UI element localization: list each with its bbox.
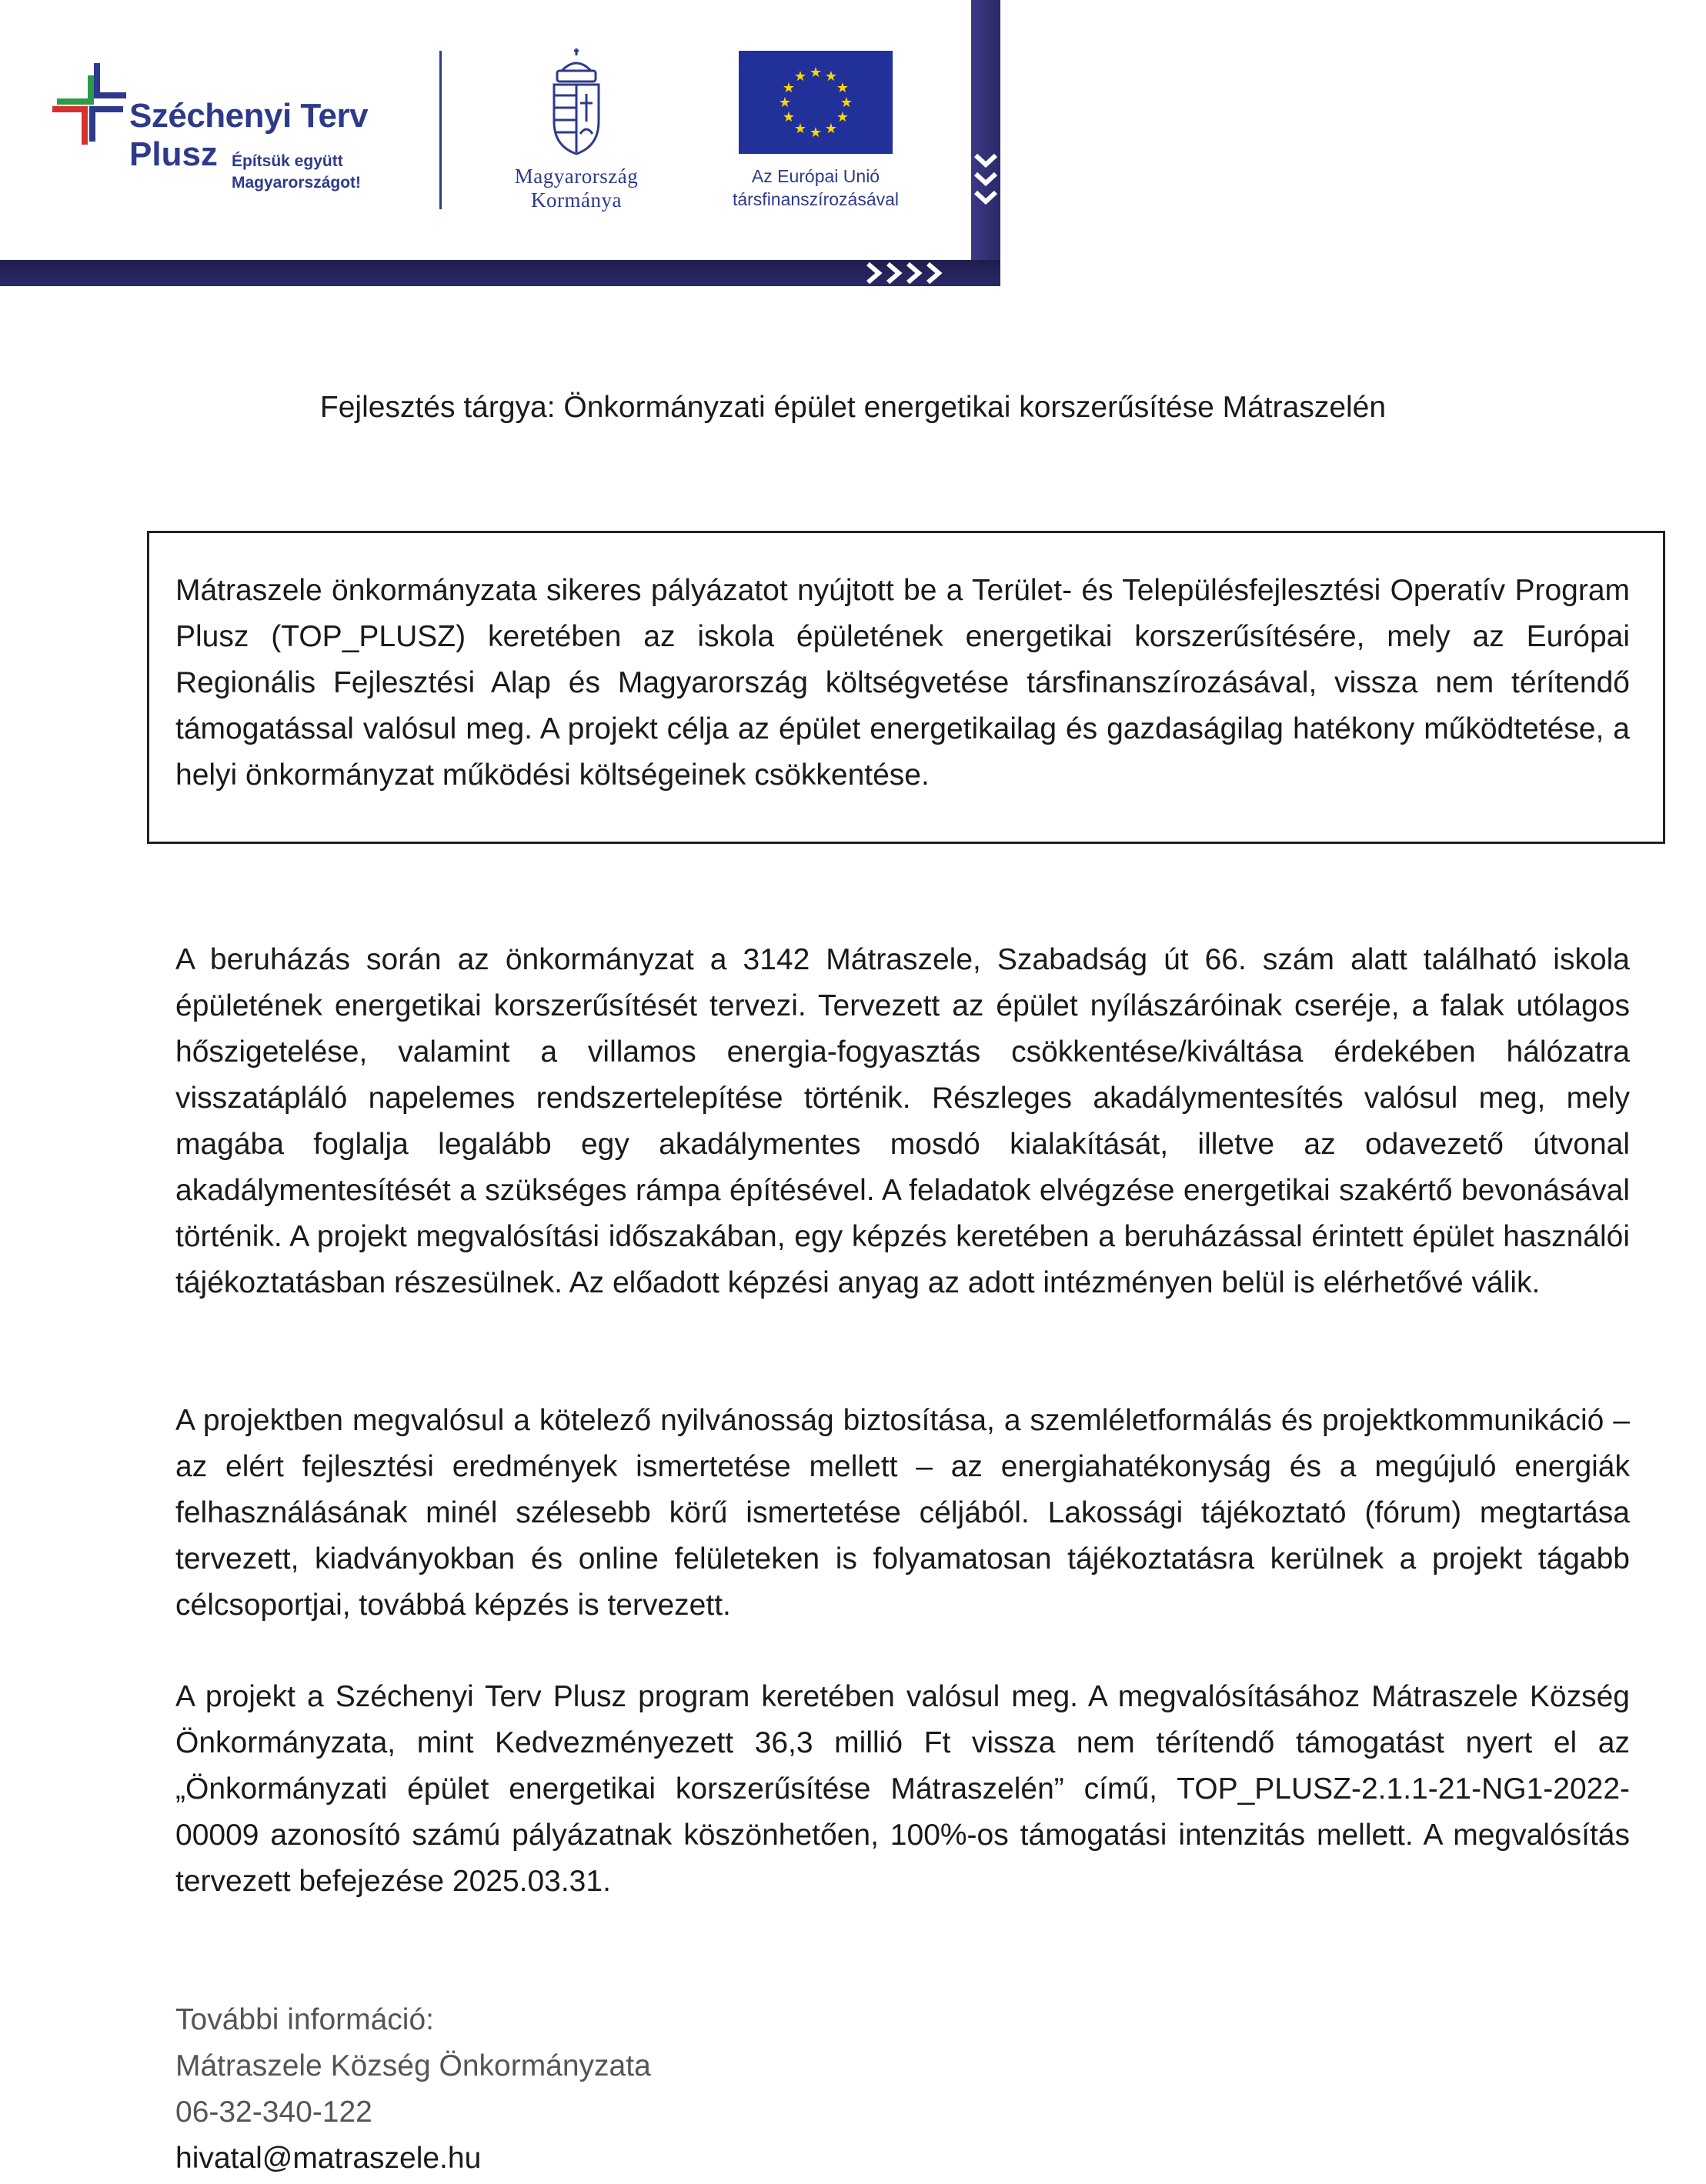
contact-email[interactable]: hivatal@matraszele.hu <box>175 2142 482 2175</box>
svg-text:★: ★ <box>836 80 850 96</box>
szechenyi-slogan <box>232 151 386 194</box>
paragraph-publicity: A projektben megvalósul a kötelező nyilvánosság biztosítása, a szemléletformálás és projektkommunikáció – az elért fejlesztési eredmények ismertetése mellett – az energiahatékonyság és a megújuló energiák felhasználásának minél szélesebb körű ismertetése céljából. Lakossági tájékoztató (fórum) megtartása tervezett, kiadványokban és online felületeken is folyamatosan tájékoztatásra kerülnek a projekt tágabb célcsoportjai, továbbá képzés is tervezett. <box>175 1404 1630 1622</box>
banner-right-stripe <box>971 0 1000 286</box>
szechenyi-terv-logo-icon <box>51 62 128 146</box>
government-line-2: Kormánya <box>531 188 622 212</box>
svg-text:★: ★ <box>778 95 792 111</box>
slogan-line-1: Építsük együtt <box>232 152 343 170</box>
svg-text:★: ★ <box>782 80 796 96</box>
logo-divider <box>439 51 442 209</box>
svg-text:★: ★ <box>809 65 823 81</box>
eu-line-1: Az Európai Unió <box>751 166 880 186</box>
contact-heading: További információ: <box>175 2003 434 2036</box>
eu-line-2: társfinanszírozásával <box>732 189 900 209</box>
government-line-1: Magyarország <box>514 165 639 188</box>
summary-text: Mátraszele önkormányzata sikeres pályázatot nyújtott be a Terület- és Településfejlesztési Operatív Program Plusz (TOP_PLUSZ) keretében az iskola épületének energetikai korszerűsítésére, mely az Európai Regionális Fejlesztési Alap és Magyarország költségvetése társfinanszírozásával, vissza nem térítendő támogatással valósul meg. A projekt célja az épület energetikailag és gazdaságilag hatékony működtetése, a helyi önkormányzat működési költségeinek csökkentése. <box>175 574 1630 792</box>
paragraph-funding: A projekt a Széchenyi Terv Plusz program keretében valósul meg. A megvalósításához Mátraszele Község Önkormányzata, mint Kedvezményezett 36,3 millió Ft vissza nem térítendő támogatást nyert el az „Önkormányzati épület energetikai korszerűsítése Mátraszelén” című, TOP_PLUSZ-2.1.1-21-NG1-2022-00009 azonosító számú pályázatnak köszönhetően, 100%-os támogatási intenzitás mellett. A megvalósítás tervezett befejezése 2025.03.31. <box>175 1680 1630 1898</box>
contact-organization: Mátraszele Község Önkormányzata <box>175 2049 651 2082</box>
chevrons-down-icon <box>971 151 1000 228</box>
svg-text:★: ★ <box>824 68 838 85</box>
banner-bottom-stripe <box>0 260 1000 286</box>
svg-text:★: ★ <box>809 125 823 141</box>
development-subject: Fejlesztés tárgya: Önkormányzati épület energetikai korszerűsítése Mátraszelén <box>319 391 1387 424</box>
coat-of-arms-icon <box>543 48 609 157</box>
svg-text:★: ★ <box>836 109 850 125</box>
svg-text:★: ★ <box>782 109 796 125</box>
svg-text:★: ★ <box>824 121 838 137</box>
szechenyi-plusz: Plusz <box>129 135 218 173</box>
government-label <box>482 165 671 212</box>
contact-info <box>175 1997 1099 2182</box>
eu-flag-icon <box>739 51 893 154</box>
eu-label <box>696 165 936 211</box>
svg-text:★: ★ <box>840 95 853 111</box>
contact-phone: 06-32-340-122 <box>175 2096 372 2129</box>
szechenyi-title: Széchenyi Terv <box>129 97 369 135</box>
svg-text:★: ★ <box>793 121 807 137</box>
svg-text:★: ★ <box>793 68 807 85</box>
chevrons-right-icon <box>860 260 953 286</box>
paragraph-investment: A beruházás során az önkormányzat a 3142 Mátraszele, Szabadság út 66. szám alatt található iskola épületének energetikai korszerűsítését tervezi. Tervezett az épület nyílászáróinak cseréje, a falak utólagos hőszigetelése, valamint a villamos energia-fogyasztás csökkentése/kiváltása érdekében hálózatra visszatápláló napelemes rendszertelepítése történik. Részleges akadálymentesítés valósul meg, mely magába foglalja legalább egy akadálymentes mosdó kialakítását, illetve az odavezető útvonal akadálymentesítését a szükséges rámpa építésével. A feladatok elvégzése energetikai szakértő bevonásával történik. A projekt megvalósítási időszakában, egy képzés keretében a beruházással érintett épület használói tájékoztatásban részesülnek. Az előadott képzési anyag az adott intézményen belül is elérhetővé válik. <box>175 943 1630 1299</box>
slogan-line-2: Magyarországot! <box>232 174 362 192</box>
